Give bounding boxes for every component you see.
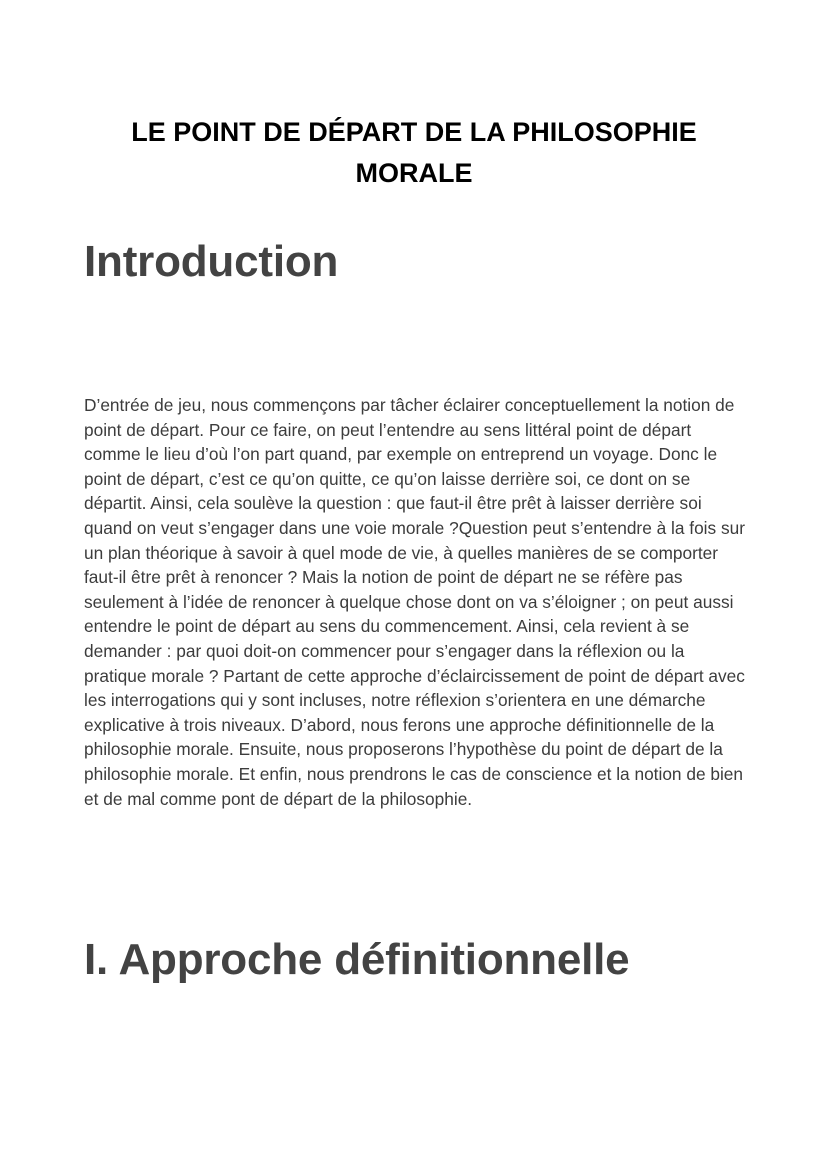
section-heading-approche-definitionnelle: I. Approche définitionnelle bbox=[84, 935, 630, 984]
introduction-paragraph: D’entrée de jeu, nous commençons par tâcher éclairer conceptuellement la notion de point de départ. Pour ce faire, on peut l’entendre au sens littéral point de départ comme le lieu d’où l’on part quand, par exemple on entreprend un voyage. Donc le point de départ, c’est ce qu’on quitte, ce qu’on laisse derrière soi, ce dont on se départit. Ainsi, cela soulève la question : que faut-il être prêt à laisser derrière soi quand on veut s’engager dans une voie morale ?Question peut s’entendre à la fois sur un plan théorique à savoir à quel mode de vie, à quelles manières de se comporter faut-il être prêt à renoncer ? Mais la notion de point de départ ne se réfère pas seulement à l’idée de renoncer à quelque chose dont on va s’éloigner ; on peut aussi entendre le point de départ au sens du commencement. Ainsi, cela revient à se demander : par quoi doit-on commencer pour s’engager dans la réflexion ou la pratique morale ? Partant de cette approche d’éclaircissement de point de départ avec les interrogations qui y sont incluses, notre réflexion s’orientera en une démarche explicative à trois niveaux. D’abord, nous ferons une approche définitionnelle de la philosophie morale. Ensuite, nous proposerons l’hypothèse du point de départ de la philosophie morale. Et enfin, nous prendrons le cas de conscience et la notion de bien et de mal comme pont de départ de la philosophie. bbox=[84, 395, 745, 809]
section-heading-introduction: Introduction bbox=[84, 237, 339, 286]
document-title: LE POINT DE DÉPART DE LA PHILOSOPHIE MORALE bbox=[131, 117, 697, 188]
